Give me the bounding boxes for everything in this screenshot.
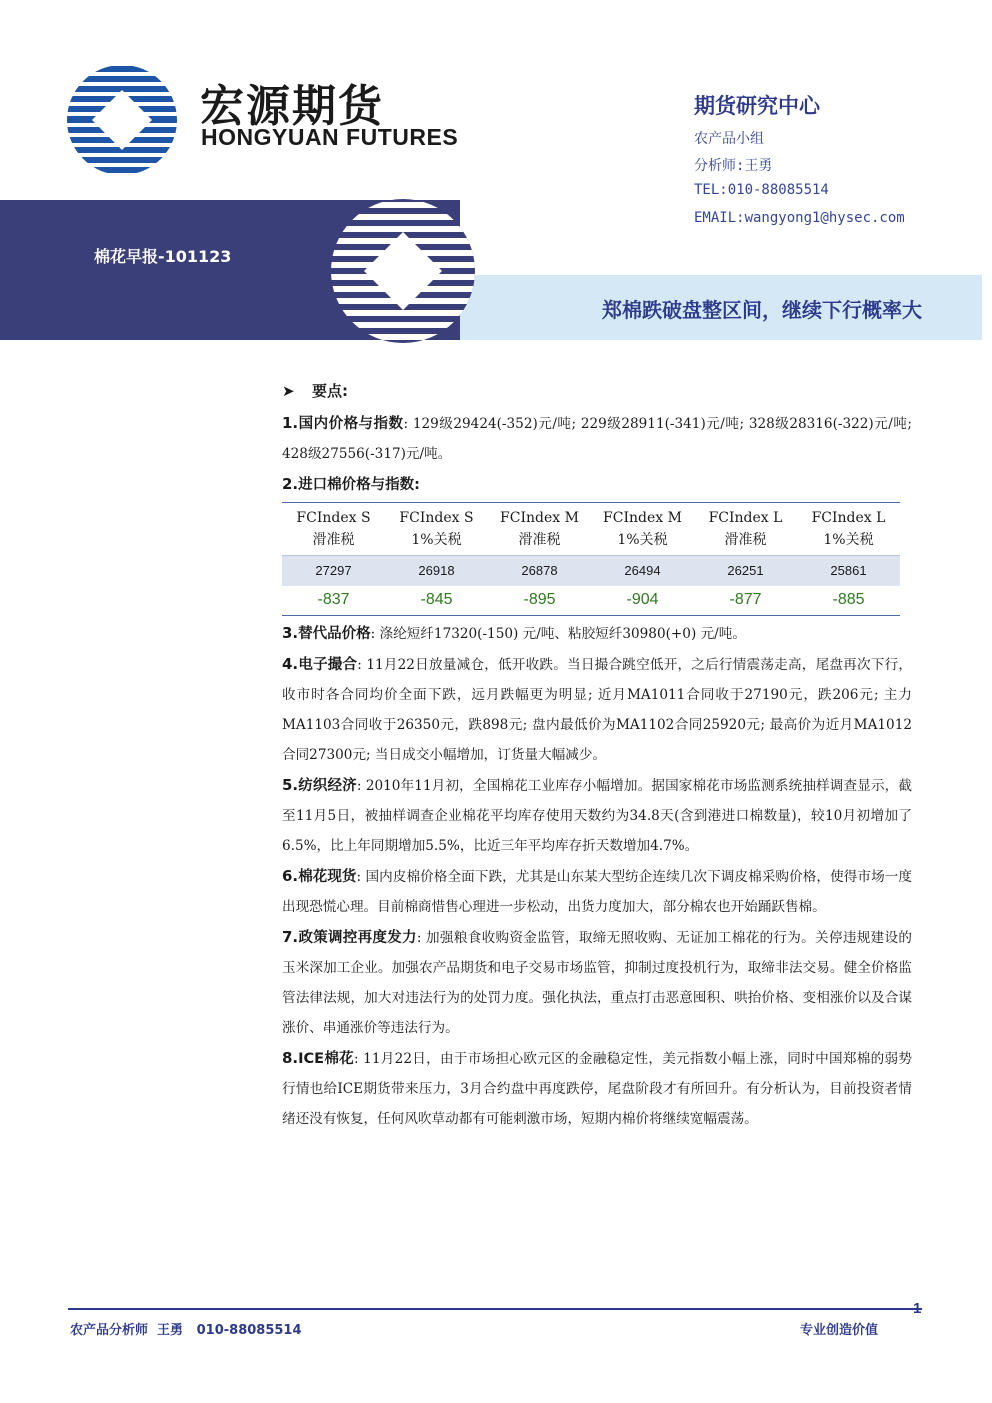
research-group: 农产品小组 <box>694 131 764 147</box>
table-cell: -895 <box>523 591 556 609</box>
table-cell: -877 <box>729 591 762 609</box>
section-text: : 涤纶短纤17320(-150) 元/吨、粘胶短纤30980(+0) 元/吨。 <box>370 626 746 642</box>
section-number: 6. <box>282 867 299 885</box>
section-number: 2. <box>282 475 299 493</box>
section-number: 8. <box>282 1049 299 1067</box>
table-cell: 27297 <box>282 556 385 586</box>
report-headline: 郑棉跌破盘整区间，继续下行概率大 <box>602 298 922 322</box>
table-cell: -837 <box>317 591 350 609</box>
table-cell: 26494 <box>591 556 694 586</box>
table-row-values <box>282 556 900 586</box>
section-title: 进口棉价格与指数: <box>298 477 420 493</box>
hongyuan-logo-icon <box>66 64 178 176</box>
table-header: FCIndex S 1%关税 <box>399 510 474 548</box>
section-text: : 129级29424(-352)元/吨; 229级28911(-341)元/吨; 328级28316(-322)元/吨; 428级27556(-317)元/吨。 <box>282 416 913 462</box>
section-number: 4. <box>282 655 299 673</box>
table-row-changes <box>282 586 900 616</box>
arrow-bullet-icon: ➤ <box>282 382 295 400</box>
section-e-matching <box>282 649 912 770</box>
section-number: 1. <box>282 414 299 432</box>
section-title: 棉花现货 <box>298 869 357 885</box>
section-title: 政策调控再度发力 <box>298 930 417 946</box>
section-cotton-spot <box>282 861 912 922</box>
table-cell: -904 <box>626 591 659 609</box>
table-header: FCIndex M 1%关税 <box>603 510 682 548</box>
table-header: FCIndex M 滑准税 <box>500 510 579 548</box>
table-cell: 26918 <box>385 556 488 586</box>
footer-contact: 农产品分析师 王勇 010-88085514 <box>70 1323 302 1338</box>
section-text: : 11月22日放量减仓，低开收跌。当日撮合跳空低开，之后行情震荡走高，尾盘再次下行，收市时各合同均价全面下跌，远月跌幅更为明显; 近月MA1011合同收于27190元，跌206元; 主力MA1103合同收于26350元，跌898元; 盘内最低价为MA1102合同25920元; 最高价为近月MA1012合同27300元; 当日成交小幅增加，订货量大幅减少。 <box>282 657 913 763</box>
report-body <box>282 380 912 1134</box>
section-ice-cotton <box>282 1043 912 1134</box>
section-number: 7. <box>282 928 299 946</box>
table-cell: 26251 <box>694 556 797 586</box>
table-cell: 26878 <box>488 556 591 586</box>
banner-logo-icon <box>330 198 476 344</box>
section-number: 5. <box>282 776 299 794</box>
analyst-tel: TEL:010-88085514 <box>694 182 829 198</box>
footer-rule <box>68 1308 922 1310</box>
section-policy <box>282 922 912 1043</box>
table-header: FCIndex L 1%关税 <box>811 510 886 548</box>
table-header: FCIndex L 滑准税 <box>708 510 783 548</box>
section-text: : 国内皮棉价格全面下跌，尤其是山东某大型纺企连续几次下调皮棉采购价格，使得市场一度出现恐慌心理。目前棉商惜售心理进一步松动，出货力度加大，部分棉农也开始踊跃售棉。 <box>282 869 912 915</box>
section-number: 3. <box>282 624 299 642</box>
section-title: 电子撮合 <box>298 657 358 673</box>
brand-name-en: HONGYUAN FUTURES <box>201 124 459 150</box>
table-header: FCIndex S 滑准税 <box>296 510 371 548</box>
section-title: ICE棉花 <box>298 1051 354 1067</box>
table-cell: -845 <box>420 591 453 609</box>
report-tag: 棉花早报-101123 <box>94 247 232 266</box>
analyst-email: EMAIL:wangyong1@hysec.com <box>694 210 905 226</box>
brand-name-cn: 宏源期货 <box>200 81 384 132</box>
section-text: : 加强粮食收购资金监管，取缔无照收购、无证加工棉花的行为。关停违规建设的玉米深加工企业。加强农产品期货和电子交易市场监管，抑制过度投机行为，取缔非法交易。健全价格监管法律法规，加大对违法行为的处罚力度。强化执法，重点打击恶意囤积、哄抬价格、变相涨价以及合谋涨价、串通涨价等违法行为。 <box>282 930 913 1036</box>
section-title: 纺织经济 <box>298 778 357 794</box>
section-text: : 2010年11月初，全国棉花工业库存小幅增加。据国家棉花市场监测系统抽样调查显示，截至11月5日，被抽样调查企业棉花平均库存使用天数约为34.8天(含到港进口棉数量)，较10月初增加了6.5%，比上年同期增加5.5%，比近三年平均库存折天数增加4.7%。 <box>282 778 913 854</box>
section-textile-economy <box>282 770 912 861</box>
section-text: : 11月22日，由于市场担心欧元区的金融稳定性，美元指数小幅上涨，同时中国郑棉的弱势行情也给ICE期货带来压力，3月合约盘中再度跌停，尾盘阶段才有所回升。有分析认为，目前投资者情绪还没有恢复，任何风吹草动都有可能刺激市场，短期内棉价将继续宽幅震荡。 <box>282 1051 912 1127</box>
analyst-name: 分析师:王勇 <box>694 158 773 174</box>
section-title: 国内价格与指数 <box>298 416 404 432</box>
section-domestic-prices <box>282 408 912 469</box>
keypoints-heading <box>282 380 912 408</box>
keypoints-label: 要点: <box>312 382 348 400</box>
page-number: 1 <box>913 1300 922 1317</box>
section-title: 替代品价格 <box>298 626 371 642</box>
fcindex-table <box>282 502 900 616</box>
section-import-index <box>282 469 912 500</box>
footer-slogan: 专业创造价值 <box>800 1323 879 1338</box>
research-center-title: 期货研究中心 <box>694 94 820 118</box>
section-substitutes <box>282 618 912 649</box>
table-cell: 25861 <box>797 556 900 586</box>
table-cell: -885 <box>832 591 865 609</box>
